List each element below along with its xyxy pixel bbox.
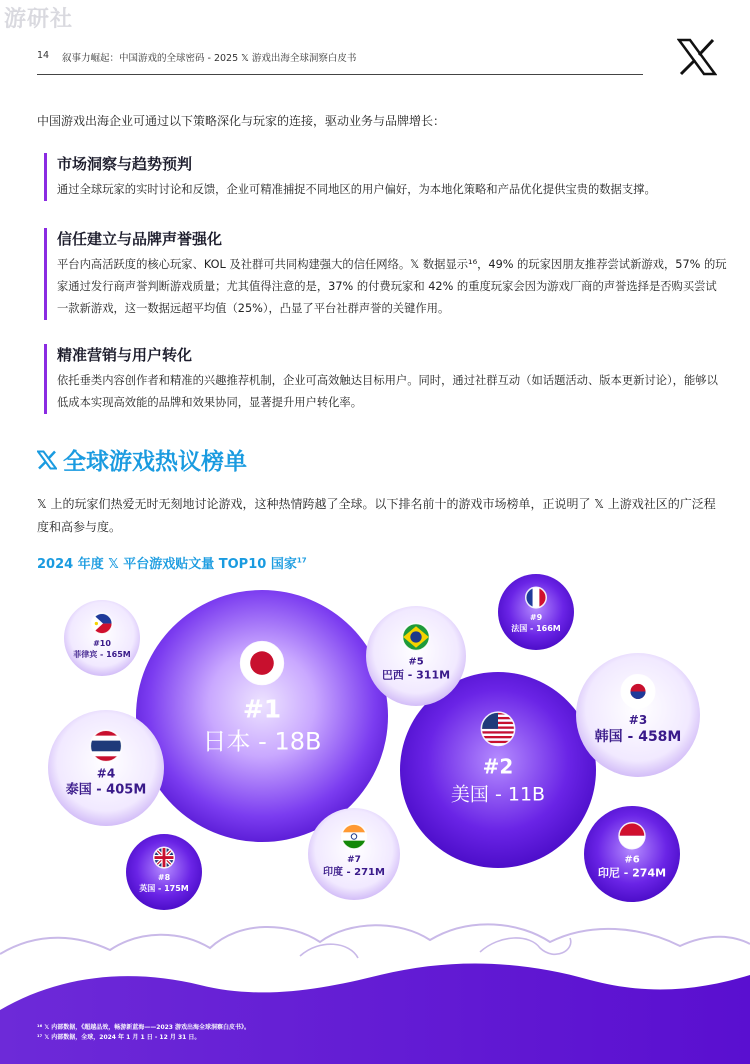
section-body: 平台内高活跃度的核心玩家、KOL 及社群可共同构建强大的信任网络。𝕏 数据显示¹⁶，49% 的玩家因朋友推荐尝试新游戏，57% 的玩家通过发行商声誉判断游戏质量；尤其值得注意的是，37% 的付费玩家和 42% 的重度玩家会因为游戏厂商的声誉选择是否购买尝试一款新游戏，这一数据远超平均值（25%），凸显了平台社群声誉的关键作用。 bbox=[57, 258, 727, 315]
bubble-rank: #8 bbox=[157, 872, 171, 882]
bubble-korea bbox=[576, 653, 700, 777]
bubble-rank: #9 bbox=[529, 612, 543, 622]
bubble-rank: #5 bbox=[408, 656, 424, 668]
chart-title-text: 2024 年度 𝕏 平台游戏贴文量 TOP10 国家 bbox=[37, 557, 297, 572]
bubble-rank: #10 bbox=[93, 638, 111, 648]
bubble-rank: #2 bbox=[482, 754, 514, 779]
header-title: 叙事力崛起：中国游戏的全球密码 - 2025 𝕏 游戏出海全球洞察白皮书 bbox=[62, 53, 357, 64]
page-header bbox=[37, 50, 643, 75]
cloud-decoration bbox=[0, 924, 750, 954]
chart-title-note: 17 bbox=[296, 556, 307, 565]
section-heading: 市场洞察与趋势预判 bbox=[57, 155, 193, 173]
footnotes bbox=[37, 1023, 250, 1043]
ranking-title-text: 全球游戏热议榜单 bbox=[63, 449, 247, 475]
section-body: 通过全球玩家的实时讨论和反馈，企业可精准捕捉不同地区的用户偏好，为本地化策略和产品优化提供宝贵的数据支撑。 bbox=[57, 183, 656, 196]
bubble-label: 日本 - 18B bbox=[202, 727, 322, 756]
bubble-label: 印度 - 271M bbox=[323, 866, 385, 878]
bubble-france bbox=[498, 574, 574, 650]
ranking-title bbox=[37, 443, 247, 476]
section-heading: 信任建立与品牌声誉强化 bbox=[57, 230, 223, 248]
bubble-rank: #3 bbox=[628, 713, 648, 728]
bubble-japan bbox=[136, 590, 388, 842]
bubble-uk bbox=[126, 834, 202, 910]
bubble-label: 韩国 - 458M bbox=[594, 729, 682, 746]
strategy-section-trust bbox=[44, 228, 727, 320]
section-body: 依托垂类内容创作者和精准的兴趣推荐机制，企业可高效触达目标用户。同时，通过社群互动（如话题活动、版本更新讨论），能够以低成本实现高效能的品牌和效果协同，显著提升用户转化率。 bbox=[57, 374, 718, 409]
strategy-section-market bbox=[44, 153, 727, 201]
page-number: 14 bbox=[37, 50, 50, 61]
strategy-section-marketing bbox=[44, 344, 727, 414]
x-logo-icon bbox=[677, 38, 717, 76]
intro-text: 中国游戏出海企业可通过以下策略深化与玩家的连接，驱动业务与品牌增长： bbox=[37, 114, 446, 128]
footnote-16: ¹⁶ 𝕏 内部数据，《超越品效，畅游新蓝海——2023 游戏出海全球洞察白皮书》。 bbox=[37, 1024, 251, 1031]
bubble-chart bbox=[0, 570, 750, 1064]
footnote-17: ¹⁷ 𝕏 内部数据，全球，2024 年 1 月 1 日 - 12 月 31 日。 bbox=[37, 1034, 201, 1041]
bubble-label: 巴西 - 311M bbox=[381, 668, 451, 682]
bubble-rank: #6 bbox=[624, 854, 640, 866]
bubble-rank: #1 bbox=[242, 694, 282, 724]
bubble-rank: #4 bbox=[96, 766, 116, 781]
cloud-decoration bbox=[300, 938, 571, 958]
bubble-rank: #7 bbox=[347, 854, 361, 865]
ranking-paragraph: 𝕏 上的玩家们热爱无时无刻地讨论游戏，这种热情跨越了全球。以下排名前十的游戏市场榜单，正说明了 𝕏 上游戏社区的广泛程度和高参与度。 bbox=[37, 497, 716, 534]
bubble-label: 法国 - 166M bbox=[511, 623, 561, 633]
bubble-thailand bbox=[48, 710, 164, 826]
bubble-label: 菲律宾 - 165M bbox=[73, 649, 131, 659]
bubble-indonesia bbox=[584, 806, 680, 902]
section-heading: 精准营销与用户转化 bbox=[57, 346, 193, 364]
bubble-label: 英国 - 175M bbox=[139, 883, 189, 893]
bubble-philippines bbox=[64, 600, 140, 676]
x-logo-icon bbox=[37, 450, 57, 470]
watermark-logo: 游研社 bbox=[4, 6, 74, 31]
bubble-label: 美国 - 11B bbox=[450, 783, 546, 806]
bubble-label: 泰国 - 405M bbox=[65, 782, 147, 798]
bubble-brazil bbox=[366, 606, 466, 706]
wave-footer bbox=[0, 964, 750, 1064]
bubble-india bbox=[308, 808, 400, 900]
bubble-label: 印尼 - 274M bbox=[597, 866, 667, 880]
